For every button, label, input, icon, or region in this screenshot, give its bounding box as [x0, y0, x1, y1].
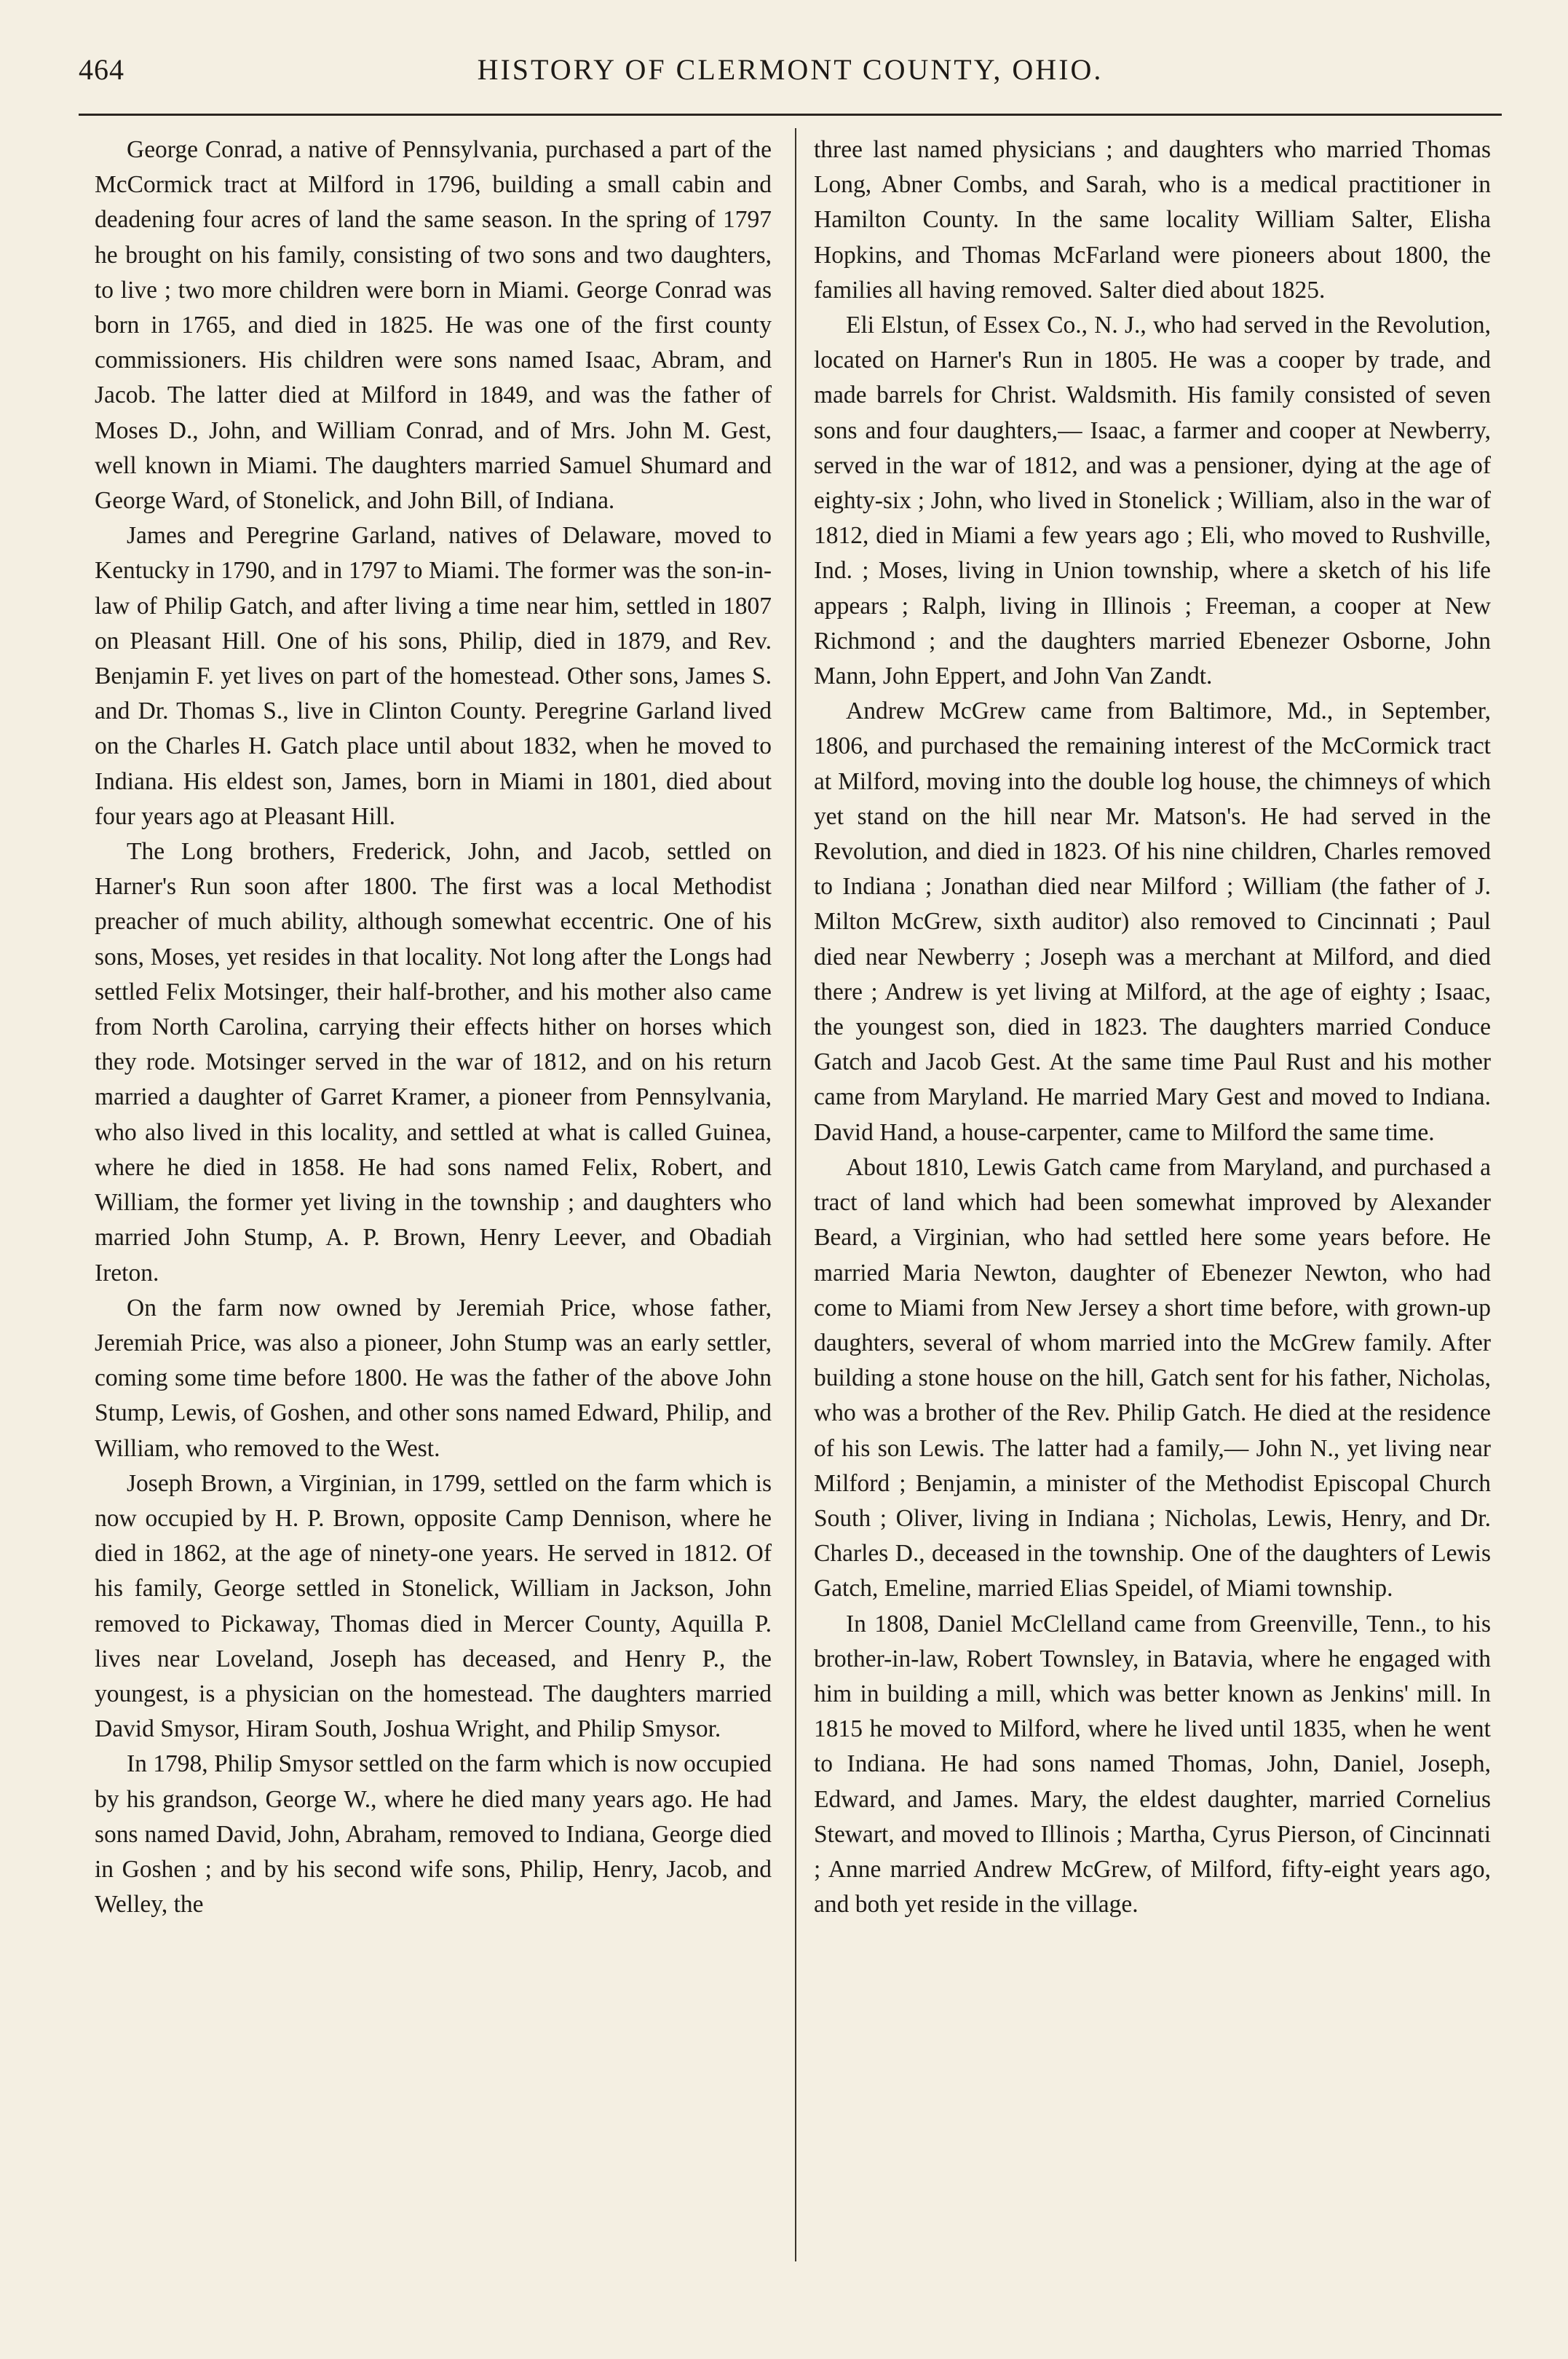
paragraph-george-conrad: George Conrad, a native of Pennsylvania, purchased a part of the McCormick tract at Milford in 1796, building a small cabin and deadening four acres of land the same season. In the spring of 1797 he brought on his family, consisting of two sons and two daughters, to live ; two more children were born in Miami. George Conrad was born in 1765, and died in 1825. He was one of the first county commissioners. His children were sons named Isaac, Abram, and Jacob. The latter died at Milford in 1849, and was the father of Moses D., John, and William Conrad, and of Mrs. John M. Gest, well known in Miami. The daughters married Samuel Shumard and George Ward, of Stonelick, and John Bill, of Indiana.	[95, 136, 772, 515]
paragraph-long-brothers: The Long brothers, Frederick, John, and Jacob, settled on Harner's Run soon after 1800. The first was a local Methodist preacher of much ability, although somewhat eccentric. One of his sons, Moses, yet resides in that locality. Not long after the Longs had settled Felix Motsinger, their half-brother, and his mother also came from North Carolina, carrying their effects hither on horses which they rode. Motsinger served in the war of 1812, and on his return married a daughter of Garret Kramer, a pioneer from Pennsylvania, who also lived in this locality, and settled at what is called Guinea, where he died in 1858. He had sons named Felix, Robert, and William, the former yet living in the township ; and daughters who married John Stump, A. P. Brown, Henry Leever, and Obadiah Ireton.	[95, 838, 772, 1287]
paragraph-jeremiah-price: On the farm now owned by Jeremiah Price, whose father, Jeremiah Price, was also a pioneer, John Stump was an early settler, coming some time before 1800. He was the father of the above John Stump, Lewis, of Goshen, and other sons named Edward, Philip, and William, who removed to the West.	[95, 1294, 772, 1462]
paragraph-eli-elstun: Eli Elstun, of Essex Co., N. J., who had served in the Revolution, located on Harner's Run in 1805. He was a cooper by trade, and made barrels for Christ. Waldsmith. His family consisted of seven sons and four daughters,— Isaac, a farmer and cooper at Newberry, served in the war of 1812, and was a pensioner, dying at the age of eighty-six ; John, who lived in Stonelick ; William, also in the war of 1812, died in Miami a few years ago ; Eli, who moved to Rushville, Ind. ; Moses, living in Union township, where a sketch of his life appears ; Ralph, living in Illinois ; Freeman, a cooper at New Richmond ; and the daughters married Ebenezer Osborne, John Mann, John Eppert, and John Van Zandt.	[814, 312, 1491, 690]
paragraph-andrew-mcgrew: Andrew McGrew came from Baltimore, Md., in September, 1806, and purchased the remaining interest of the McCormick tract at Milford, moving into the double log house, the chimneys of which yet stand on the hill near Mr. Matson's. He had served in the Revolution, and died in 1823. Of his nine children, Charles removed to Indiana ; Jonathan died near Milford ; William (the father of J. Milton McGrew, sixth auditor) also removed to Cincinnati ; Paul died near Newberry ; Joseph was a merchant at Milford, and died there ; Andrew is yet living at Milford, at the age of eighty ; Isaac, the youngest son, died in 1823. The daughters married Conduce Gatch and Jacob Gest. At the same time Paul Rust and his mother came from Maryland. He married Mary Gest and moved to Indiana. David Hand, a house-carpenter, came to Milford the same time.	[814, 698, 1491, 1146]
right-column	[814, 133, 1491, 1922]
column-divider	[795, 128, 796, 2261]
paragraph-philip-smysor: In 1798, Philip Smysor settled on the farm which is now occupied by his grandson, George W., where he died many years ago. He had sons named David, John, Abraham, removed to Indiana, George died in Goshen ; and by his second wife sons, Philip, Henry, Jacob, and Welley, the	[95, 1750, 772, 1919]
paragraph-joseph-brown: Joseph Brown, a Virginian, in 1799, settled on the farm which is now occupied by H. P. Brown, opposite Camp Dennison, where he died in 1862, at the age of ninety-one years. He served in 1812. Of his family, George settled in Stonelick, William in Jackson, John removed to Pickaway, Thomas died in Mercer County, Aquilla P. lives near Loveland, Joseph has deceased, and Henry P., the youngest, is a physician on the homestead. The daughters married David Smysor, Hiram South, Joshua Wright, and Philip Smysor.	[95, 1469, 772, 1743]
left-column	[95, 133, 772, 1922]
page-header	[79, 52, 1502, 96]
running-title: HISTORY OF CLERMONT COUNTY, OHIO.	[477, 53, 1104, 86]
page-number: 464	[79, 53, 124, 86]
header-rule	[79, 114, 1502, 116]
paragraph-lewis-gatch: About 1810, Lewis Gatch came from Maryland, and purchased a tract of land which had been somewhat improved by Alexander Beard, a Virginian, who had settled here some years before. He married Maria Newton, daughter of Ebenezer Newton, who had come to Miami from New Jersey a short time before, with grown-up daughters, several of whom married into the McGrew family. After building a stone house on the hill, Gatch sent for his father, Nicholas, who was a brother of the Rev. Philip Gatch. He died at the residence of his son Lewis. The latter had a family,— John N., yet living near Milford ; Benjamin, a minister of the Methodist Episcopal Church South ; Oliver, living in Indiana ; Nicholas, Lewis, Henry, and Dr. Charles D., deceased in the township. One of the daughters of Lewis Gatch, Emeline, married Elias Speidel, of Miami township.	[814, 1153, 1491, 1603]
paragraph-daniel-mcclelland: In 1808, Daniel McClelland came from Greenville, Tenn., to his brother-in-law, Robert Townsley, in Batavia, where he engaged with him in building a mill, which was better known as Jenkins' mill. In 1815 he moved to Milford, where he lived until 1835, when he went to Indiana. He had sons named Thomas, John, Daniel, Joseph, Edward, and James. Mary, the eldest daughter, married Cornelius Stewart, and moved to Illinois ; Martha, Cyrus Pierson, of Cincinnati ; Anne married Andrew McGrew, of Milford, fifty-eight years ago, and both yet reside in the village.	[814, 1610, 1491, 1919]
paragraph-continuation: three last named physicians ; and daughters who married Thomas Long, Abner Combs, and Sarah, who is a medical practitioner in Hamilton County. In the same locality William Salter, Elisha Hopkins, and Thomas McFarland were pioneers about 1800, the families all having removed. Salter died about 1825.	[814, 136, 1491, 304]
paragraph-garland-brothers: James and Peregrine Garland, natives of Delaware, moved to Kentucky in 1790, and in 1797 to Miami. The former was the son-in-law of Philip Gatch, and after living a time near him, settled in 1807 on Pleasant Hill. One of his sons, Philip, died in 1879, and Rev. Benjamin F. yet lives on part of the homestead. Other sons, James S. and Dr. Thomas S., live in Clinton County. Peregrine Garland lived on the Charles H. Gatch place until about 1832, when he moved to Indiana. His eldest son, James, born in Miami in 1801, died about four years ago at Pleasant Hill.	[95, 522, 772, 830]
